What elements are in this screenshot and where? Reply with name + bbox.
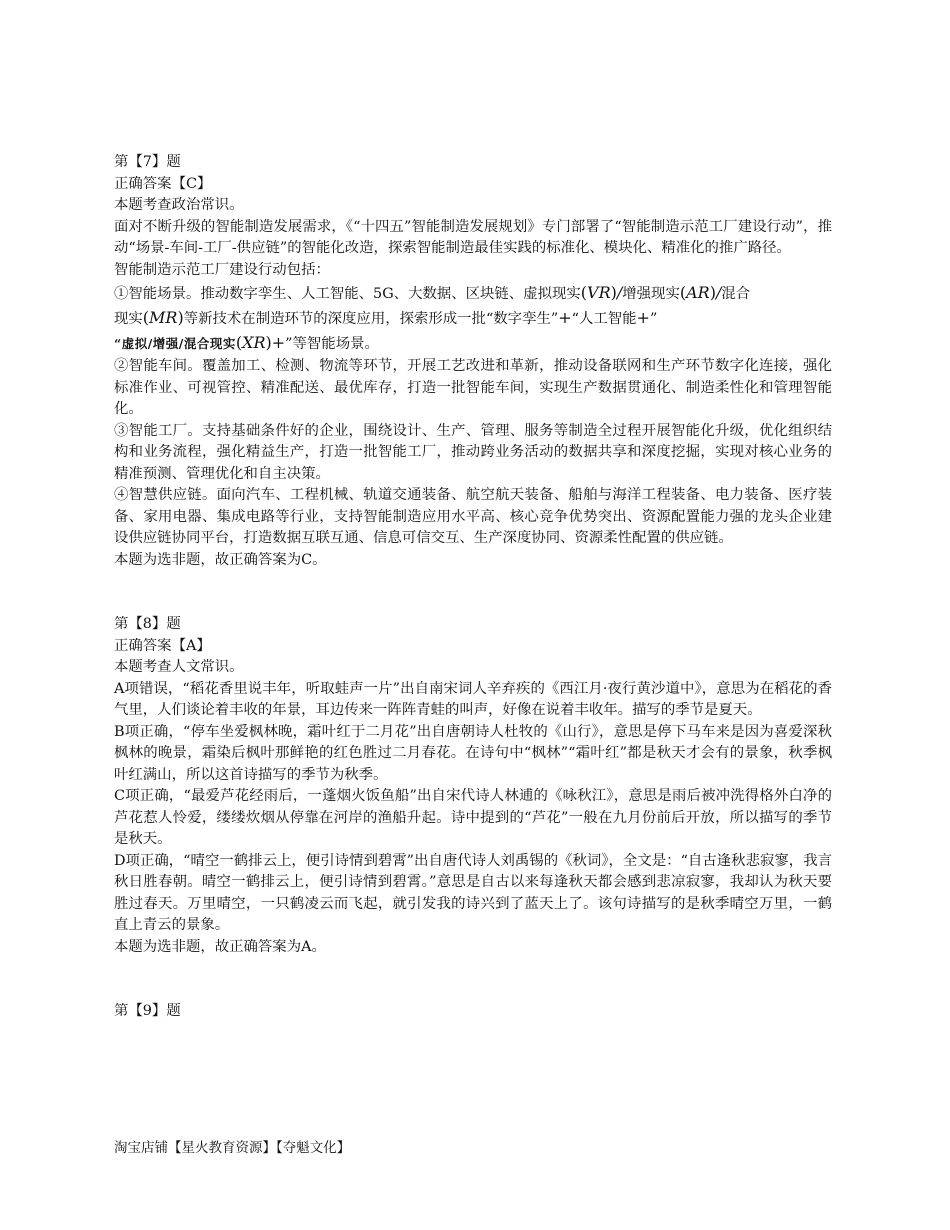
item1-text-c: 混合 <box>721 286 751 302</box>
xr-formula: (XR) <box>235 333 272 352</box>
question-7 <box>114 152 832 571</box>
question-8-conclusion: 本题为选非题，故正确答案为A。 <box>114 938 326 955</box>
item1-text-e: 等新技术在制造环节的深度应用，探索形成一批“数字孪生” <box>183 311 559 327</box>
question-9 <box>114 1001 832 1023</box>
question-9-title: 第【9】题 <box>114 1003 181 1019</box>
ar-formula: (AR)/ <box>679 283 722 302</box>
plus-sign: + <box>558 308 572 327</box>
question-7-intro: 面对不断升级的智能制造发展需求，《“十四五”智能制造发展规划》专门部署了“智能制造示范工厂建设行动”，推动“场景-车间-工厂-供应链”的智能化改造，探索智能制造最佳实践的标准化、模块化、精准化的推广路径。 <box>114 218 832 256</box>
footer-shop-note: 淘宝店铺【星火教育资源】【夺魁文化】 <box>114 1140 351 1156</box>
spacer <box>114 571 832 614</box>
question-8-option-d: D项正确，“晴空一鹤排云上，便引诗情到碧霄”出自唐代诗人刘禹锡的《秋词》，全文是：“自古逢秋悲寂寥，我言秋日胜春朝。晴空一鹤排云上，便引诗情到碧霄。”意思是自古以来每逢秋天都会感到悲凉寂寥，我却认为秋天要胜过春天。万里晴空，一只鹤凌云而飞起，就引发我的诗兴到了蓝天上了。该句诗描写的是秋季晴空万里，一鹤直上青云的景象。 <box>114 852 832 933</box>
question-7-list-intro: 智能制造示范工厂建设行动包括： <box>114 261 330 278</box>
item1-text-i: ”等智能场景。 <box>285 336 379 352</box>
item1-text-a: ①智能场景。推动数字孪生、人工智能、5G、大数据、区块链、虚拟现实 <box>114 286 581 302</box>
question-8-title: 第【8】题 <box>114 616 181 632</box>
question-7-item-2: ②智能车间。覆盖加工、检测、物流等环节，开展工艺改进和革新，推动设备联网和生产环节数字化连接，强化标准作业、可视管控、精准配送、最优库存，打造一批智能车间，实现生产数据贯通化、制造柔性化和管理智能化。 <box>114 358 832 417</box>
question-7-item-3: ③智能工厂。支持基础条件好的企业，围绕设计、生产、管理、服务等制造全过程开展智能化升级，优化组织结构和业务流程，强化精益生产，打造一批智能工厂，推动跨业务活动的数据共享和深度挖掘，实现对核心业务的精准预测、管理优化和自主决策。 <box>114 422 832 482</box>
question-8-answer: 正确答案【A】 <box>114 637 211 654</box>
document-body <box>114 152 832 1023</box>
item1-text-h: “虚拟/增强/混合现实 <box>114 336 236 351</box>
question-7-item-4: ④智慧供应链。面向汽车、工程机械、轨道交通装备、航空航天装备、船舶与海洋工程装备、电力装备、医疗装备、家用电器、集成电路等行业，支持智能制造应用水平高、核心竞争优势突出、资源配置能力强的龙头企业建设供应链协同平台，打造数据互联互通、信息可信交互、生产深度协同、资源柔性配置的供应链。 <box>114 487 832 546</box>
question-8-option-b: B项正确，“停车坐爱枫林晚，霜叶红于二月花”出自唐朝诗人杜牧的《山行》，意思是停下马车来是因为喜爱深秋枫林的晚景，霜染后枫叶那鲜艳的红色胜过二月春花。在诗句中“枫林”“霜叶红”都是秋天才会有的景象，秋季枫叶红满山，所以这首诗描写的季节为秋季。 <box>114 723 832 783</box>
vr-formula: (VR)/ <box>580 283 623 302</box>
question-8-option-c: C项正确，“最爱芦花经雨后，一蓬烟火饭鱼船”出自宋代诗人林逋的《咏秋江》，意思是雨后被冲洗得格外白净的芦花惹人怜爱，缕缕炊烟从停靠在河岸的渔船升起。诗中提到的“芦花”一般在九月份前后开放，所以描写的季节是秋天。 <box>114 788 832 847</box>
question-7-title: 第【7】题 <box>114 154 181 170</box>
mr-formula: (MR) <box>142 308 184 327</box>
question-8 <box>114 614 832 958</box>
question-7-conclusion: 本题为选非题，故正确答案为C。 <box>114 551 327 568</box>
item1-text-g: ” <box>649 311 658 327</box>
question-8-topic: 本题考查人文常识。 <box>114 659 244 675</box>
spacer <box>114 958 832 1001</box>
plus-sign-2: + <box>636 308 650 327</box>
question-7-answer: 正确答案【C】 <box>114 175 212 192</box>
item1-text-f: “人工智能 <box>571 311 637 327</box>
question-7-item-1 <box>114 281 832 356</box>
item1-text-d: 现实 <box>114 311 143 327</box>
question-7-topic: 本题考查政治常识。 <box>114 197 244 213</box>
item1-text-b: 增强现实 <box>622 286 680 302</box>
plus-sign-3: + <box>271 333 286 352</box>
question-8-option-a: A项错误，“稻花香里说丰年，听取蛙声一片”出自南宋词人辛弃疾的《西江月·夜行黄沙道中》，意思为在稻花的香气里，人们谈论着丰收的年景，耳边传来一阵阵青蛙的叫声，好像在说着丰收年。描写的季节是夏天。 <box>114 680 832 718</box>
